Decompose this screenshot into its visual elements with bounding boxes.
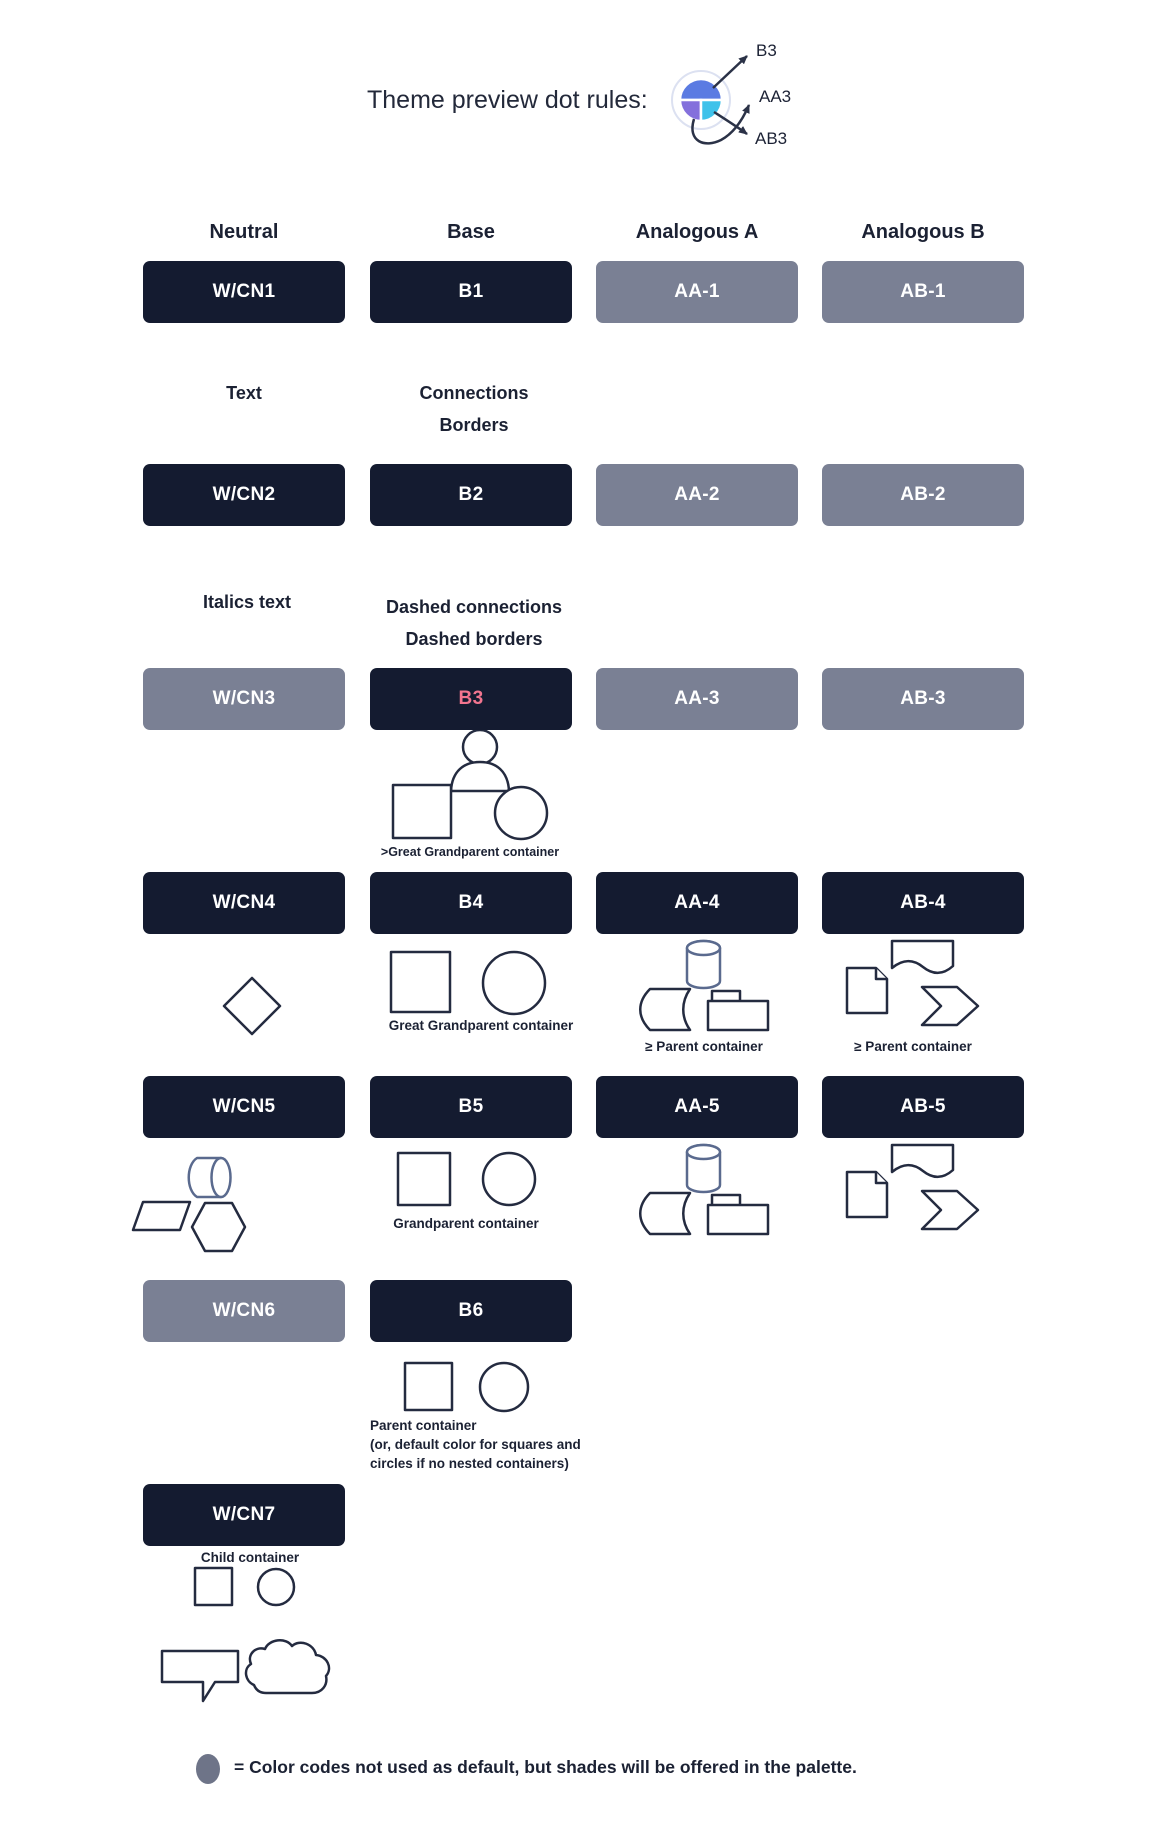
horizontal-cylinder-shape (212, 1158, 231, 1197)
arrow-to-ab3 (714, 112, 747, 134)
circle-shape (258, 1569, 294, 1605)
document-fold (876, 968, 887, 979)
caption-great-grandparent: Great Grandparent container (388, 1018, 574, 1033)
caption-grandparent: Grandparent container (393, 1216, 539, 1231)
caption-dashed-connections: Dashed connections (385, 597, 563, 617)
swatch-wcn5 (143, 1076, 345, 1138)
swatch-wcn4 (143, 872, 345, 934)
cylinder-shape (687, 1145, 720, 1192)
arrow-to-b3 (713, 56, 747, 88)
caption-parent: Parent container (370, 1418, 477, 1433)
swatch-wcn3 (143, 668, 345, 730)
circle-shape (483, 952, 545, 1014)
caption-italics-text: Italics text (202, 592, 292, 612)
stored-data-shape (640, 989, 690, 1030)
col-header-analogous-b: Analogous B (861, 221, 985, 243)
swatch-label: W/CN1 (212, 281, 276, 302)
caption-child-container: Child container (200, 1550, 300, 1565)
swatch-label: B2 (458, 484, 484, 505)
circle-shape (483, 1153, 535, 1205)
swatch-label: AB-2 (900, 484, 946, 505)
col-header-base: Base (447, 221, 495, 243)
dot-label-ab3: AB3 (755, 129, 788, 148)
banner-shape (892, 1145, 953, 1177)
parent-shapes (405, 1363, 528, 1411)
swatch-b4 (370, 872, 572, 934)
col-header-analogous-a: Analogous A (635, 221, 759, 243)
cylinder-shape (687, 1145, 720, 1159)
parallelogram-shape (133, 1202, 190, 1230)
swatch-ab3 (822, 668, 1024, 730)
horizontal-cylinder-shape (189, 1158, 221, 1197)
person-icon (463, 730, 497, 764)
swatch-b2 (370, 464, 572, 526)
swatch-wcn2 (143, 464, 345, 526)
page-title: Theme preview dot rules: (367, 86, 648, 114)
swatch-label: B6 (458, 1300, 484, 1321)
folder-shape (708, 1001, 768, 1030)
caption-gte-parent-ab: ≥ Parent container (854, 1039, 972, 1054)
caption-connections: Connections (419, 383, 529, 403)
swatch-label: W/CN2 (212, 484, 276, 505)
square-shape (391, 952, 450, 1012)
caption-parent-block (370, 1416, 581, 1473)
swatch-label: AA-1 (674, 281, 720, 302)
caption-parent-note-1: (or, default color for squares and (370, 1437, 581, 1452)
swatch-aa1 (596, 261, 798, 323)
circle-shape (480, 1363, 528, 1411)
cylinder-shape (687, 941, 720, 955)
folder-tab-shape (712, 1195, 740, 1206)
theme-preview-dot-icon (672, 71, 730, 129)
swatch-b3 (370, 668, 572, 730)
swatch-wcn6 (143, 1280, 345, 1342)
dot-label-b3: B3 (756, 41, 777, 60)
swatch-label: W/CN5 (212, 1096, 276, 1117)
swatch-aa5 (596, 1076, 798, 1138)
swatch-ab5 (822, 1076, 1024, 1138)
document-shape (847, 968, 887, 1013)
caption-text: Text (226, 383, 262, 403)
swatch-aa3 (596, 668, 798, 730)
swatch-label: B1 (458, 281, 484, 302)
cylinder-shape (687, 941, 720, 988)
wcn5-shapes (133, 1158, 245, 1251)
swatch-label: AB-5 (900, 1096, 946, 1117)
swatch-label: W/CN4 (212, 892, 276, 913)
footnote-text: = Color codes not used as default, but shades will be offered in the palette. (234, 1757, 857, 1777)
caption-borders: Borders (439, 415, 509, 435)
swatch-b6 (370, 1280, 572, 1342)
swatch-label: AA-2 (674, 484, 720, 505)
square-shape (393, 785, 451, 838)
swatch-label: AB-3 (900, 688, 946, 709)
swatch-label: AB-4 (900, 892, 946, 913)
chevron-shape (922, 987, 978, 1025)
banner-shape (892, 941, 953, 973)
swatch-label: AA-3 (674, 688, 720, 709)
aa5-shapes (640, 1145, 768, 1234)
circle-shape (495, 787, 547, 839)
chevron-shape (922, 1191, 978, 1229)
swatch-label: B5 (458, 1096, 484, 1117)
ab4-shapes (847, 941, 978, 1025)
swatch-label: AA-4 (674, 892, 720, 913)
square-shape (405, 1363, 452, 1410)
arrow-to-aa3 (692, 105, 749, 143)
hexagon-shape (192, 1203, 245, 1251)
caption-parent-note-2: circles if no nested containers) (370, 1456, 569, 1471)
caption-gte-parent-aa: ≥ Parent container (645, 1039, 763, 1054)
swatch-aa2 (596, 464, 798, 526)
aa4-shapes (640, 941, 768, 1030)
swatch-b5 (370, 1076, 572, 1138)
caption-dashed-borders: Dashed borders (405, 629, 543, 649)
caption-great-grandparent-gt: >Great Grandparent container (380, 845, 560, 859)
swatch-wcn1 (143, 261, 345, 323)
swatch-ab4 (822, 872, 1024, 934)
square-shape (195, 1568, 232, 1605)
dot-label-aa3: AA3 (759, 87, 792, 106)
swatch-label: B4 (458, 892, 484, 913)
grandparent-shapes (398, 1153, 535, 1205)
folder-tab-shape (712, 991, 740, 1002)
swatch-ab2 (822, 464, 1024, 526)
swatch-label: B3 (458, 688, 484, 709)
great-grandparent-gt-shapes (393, 730, 547, 839)
swatch-aa4 (596, 872, 798, 934)
great-grandparent-shapes (391, 952, 545, 1014)
cloud-shape (246, 1640, 329, 1693)
document-shape (847, 1172, 887, 1217)
footnote-color-dot-icon (196, 1754, 220, 1784)
swatch-label: AB-1 (900, 281, 946, 302)
swatch-label: AA-5 (674, 1096, 720, 1117)
swatch-label: W/CN3 (212, 688, 276, 709)
col-header-neutral: Neutral (209, 221, 279, 243)
swatch-ab1 (822, 261, 1024, 323)
stored-data-shape (640, 1193, 690, 1234)
document-fold (876, 1172, 887, 1183)
child-shapes (162, 1568, 329, 1701)
person-icon (451, 762, 509, 791)
swatch-label: W/CN6 (212, 1300, 276, 1321)
dot-rule-arrows (692, 56, 749, 143)
folder-shape (708, 1205, 768, 1234)
swatch-label: W/CN7 (212, 1504, 276, 1525)
speech-bubble-shape (162, 1651, 238, 1701)
swatch-b1 (370, 261, 572, 323)
square-shape (398, 1153, 450, 1205)
ab5-shapes (847, 1145, 978, 1229)
diamond-shape (224, 978, 280, 1034)
swatch-wcn7 (143, 1484, 345, 1546)
